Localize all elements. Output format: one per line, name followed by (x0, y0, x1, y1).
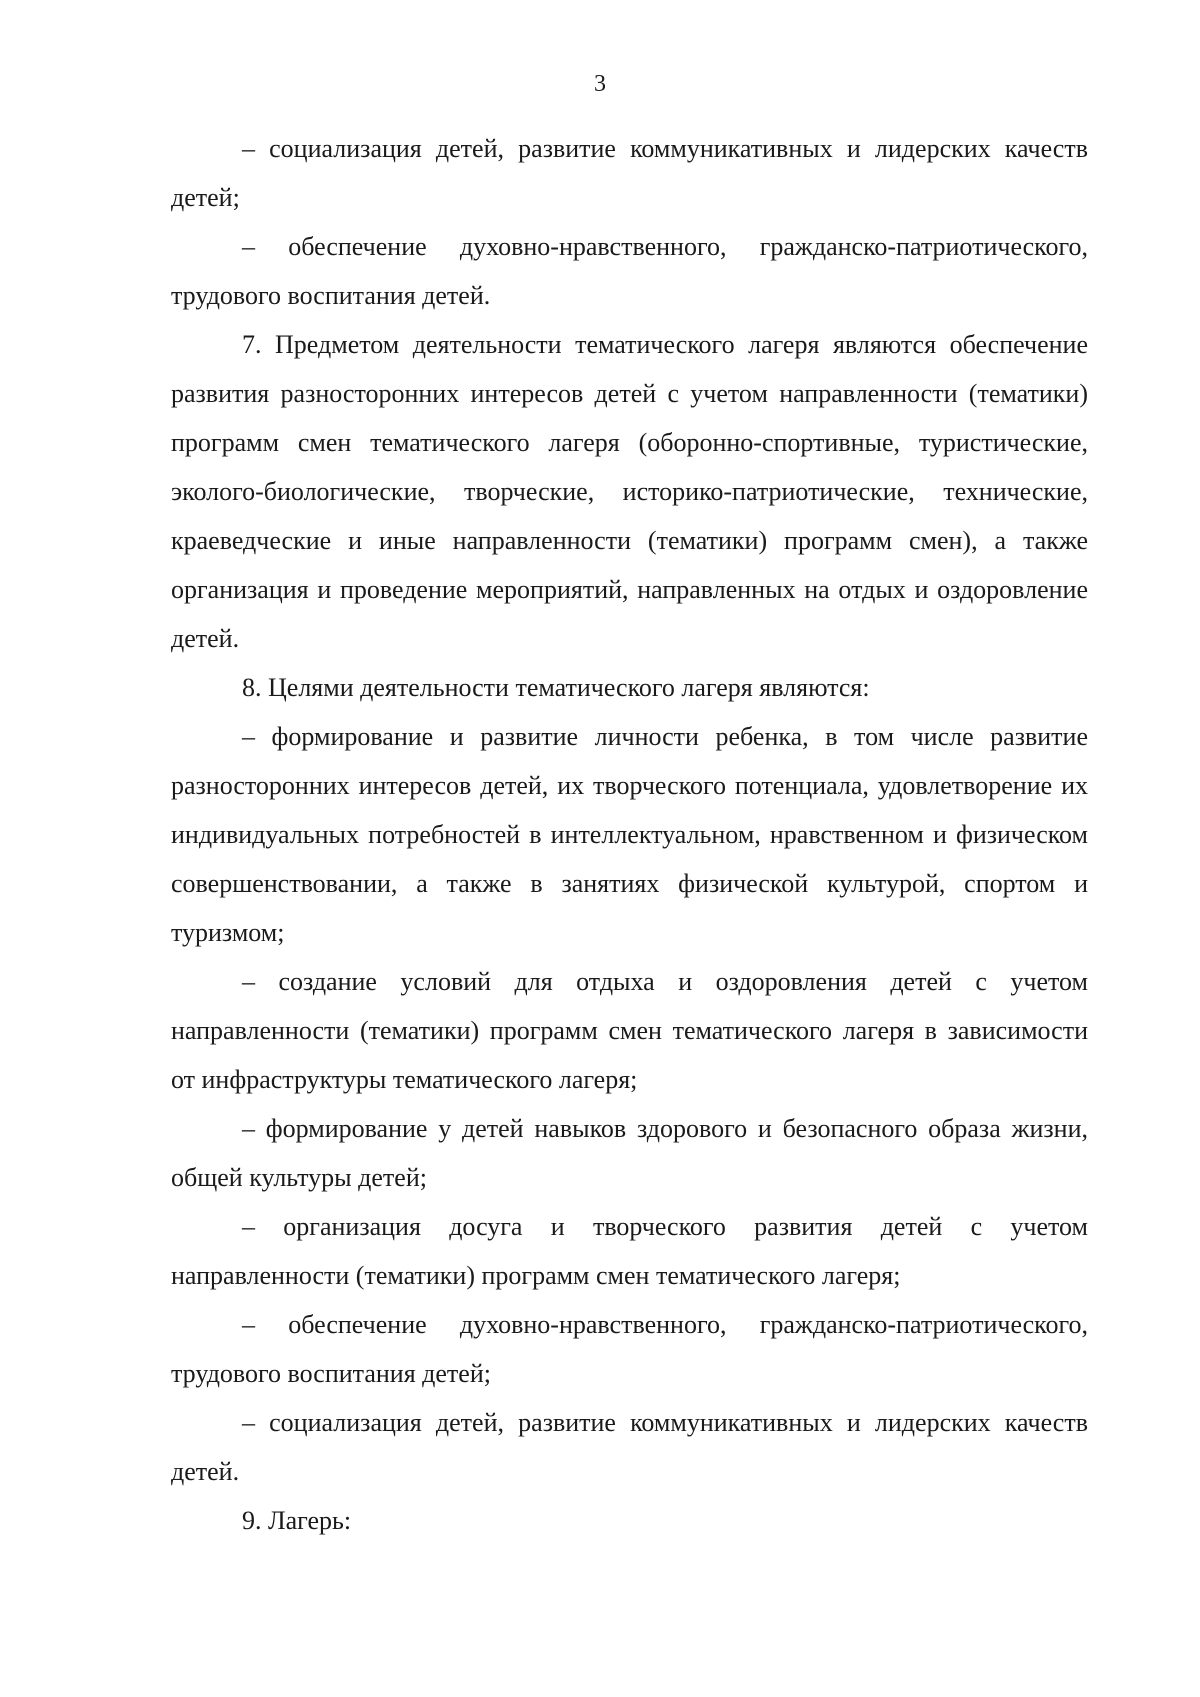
paragraph-7-subject-of-activity: 7. Предметом деятельности тематического лагеря являются обеспечение развития разносторонних интересов детей с учетом направленности (тематики) программ смен тематического лагеря (оборонно-спортивные, туристические, эколого-биологические, творческие, историко-патриотические, технические, краеведческие и иные направленности (тематики) программ смен), а также организация и проведение мероприятий, направленных на отдых и оздоровление детей. (171, 330, 1088, 653)
paragraph-moral-education: – обеспечение духовно-нравственного, гражданско-патриотического, трудового воспитания детей. (171, 232, 1088, 310)
paragraph-9-camp: 9. Лагерь: (242, 1506, 352, 1535)
paragraph-personality-development: – формирование и развитие личности ребенка, в том числе развитие разносторонних интересов детей, их творческого потенциала, удовлетворение их индивидуальных потребностей в интеллектуальном, нравственном и физическом совершенствовании, а также в занятиях физической культурой, спортом и туризмом; (171, 722, 1088, 947)
page-number: 3 (594, 71, 606, 97)
paragraph-leisure-organization: – организация досуга и творческого развития детей с учетом направленности (тематики) программ смен тематического лагеря; (171, 1212, 1088, 1290)
paragraph-socialization-2: – социализация детей, развитие коммуникативных и лидерских качеств детей. (171, 1408, 1088, 1486)
paragraph-socialization: – социализация детей, развитие коммуникативных и лидерских качеств детей; (171, 134, 1088, 212)
paragraph-moral-education-2: – обеспечение духовно-нравственного, гражданско-патриотического, трудового воспитания детей; (171, 1310, 1088, 1388)
document-body (171, 124, 1088, 1545)
paragraph-rest-conditions: – создание условий для отдыха и оздоровления детей с учетом направленности (тематики) программ смен тематического лагеря в зависимости от инфраструктуры тематического лагеря; (171, 967, 1088, 1094)
paragraph-8-goals-heading: 8. Целями деятельности тематического лагеря являются: (242, 673, 870, 702)
paragraph-healthy-lifestyle: – формирование у детей навыков здорового и безопасного образа жизни, общей культуры детей; (171, 1114, 1088, 1192)
